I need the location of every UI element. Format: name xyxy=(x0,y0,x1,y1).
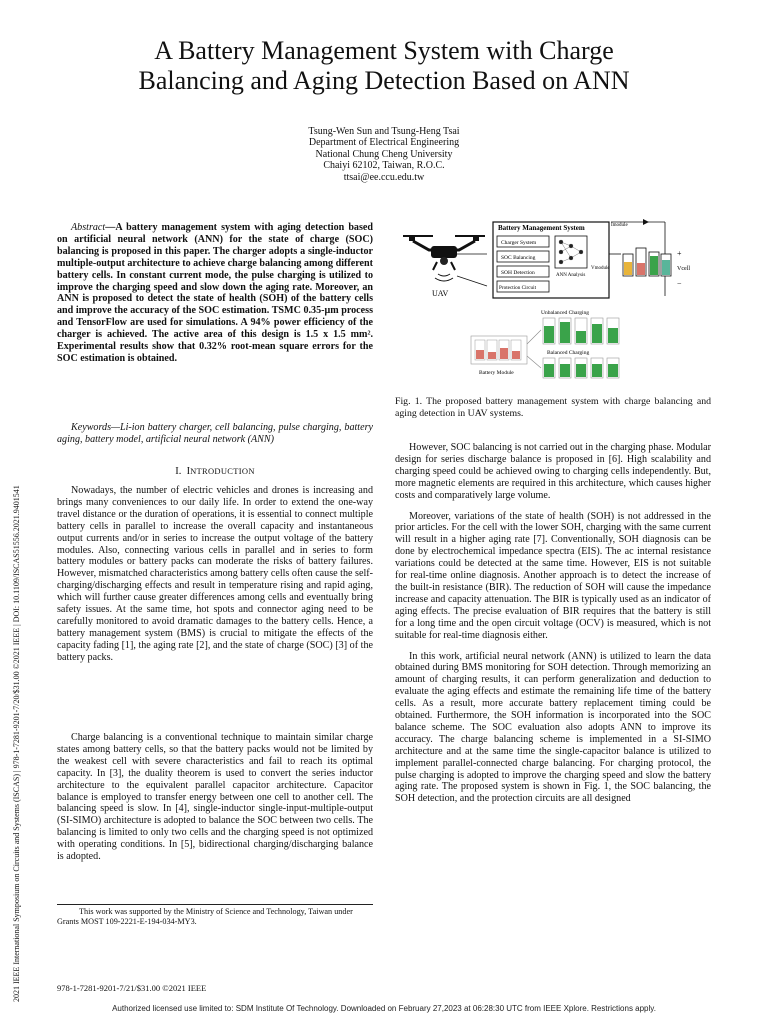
soh-detection-label: SOH Detection xyxy=(501,270,535,276)
minus-sign: − xyxy=(677,279,682,288)
abstract-lead: Abstract xyxy=(71,222,106,233)
title-line-1: A Battery Management System with Charge xyxy=(154,36,614,65)
introduction-paragraph-1 xyxy=(57,485,373,666)
drone-icon xyxy=(403,236,485,298)
author-names: Tsung-Wen Sun and Tsung-Heng Tsai xyxy=(308,126,460,137)
soc-balancing-label: SOC Balancing xyxy=(501,255,536,261)
abstract-text: —A battery management system with aging detection based on artificial neural network (ANN) for the state of charge (SOC) balancing is proposed in this paper. The charger adopts a single-inductor multiple-output architecture to achieve charge balancing among different battery cells. In constant current mode, the pulse charging is utilized to improve the charging speed and slow down the aging rate. Moreover, an ANN is proposed to detect the state of health (SOH) of the battery cells and improve the accuracy of the SOC estimation. TSMC 0.35-μm process and TensorFlow are used for simulations. A 94% power efficiency of the charger is achieved. The active area of this design is 1.5 x 1.5 mm². Experimental results show that 0.32% root-mean square errors for the SOC estimation is obtained. xyxy=(57,222,373,364)
section-title-first: I xyxy=(186,466,191,477)
section-heading-introduction xyxy=(57,466,373,477)
unbalanced-charging-label: Unbalanced Charging xyxy=(541,310,590,316)
keywords-text: Keywords—Li-ion battery charger, cell balancing, pulse charging, battery aging, battery model, artificial neural network (ANN) xyxy=(57,422,373,445)
author-department: Department of Electrical Engineering xyxy=(308,137,460,149)
author-address: Chaiyi 62102, Taiwan, R.O.C. xyxy=(323,160,445,172)
copyright-line: 978-1-7281-9201-7/21/$31.00 ©2021 IEEE xyxy=(57,983,207,993)
v-cell-label: Vcell xyxy=(677,266,690,272)
title-line-2: Balancing and Aging Detection Based on ANN xyxy=(138,66,630,95)
footnote: This work was supported by the Ministry of Science and Technology, Taiwan under Grants MOST 109-2221-E-194-034-MY3. xyxy=(57,907,353,926)
charger-system-label: Charger System xyxy=(501,240,537,246)
author-university: National Chung Cheng University xyxy=(315,148,453,160)
abstract xyxy=(57,222,373,367)
doi-sidebar: 2021 IEEE International Symposium on Circuits and Systems (ISCAS) | 978-1-7281-9201-7/20/$31.00 ©2021 IEEE | DOI: 10.1109/ISCAS51556.2021.9401541 xyxy=(12,485,21,1002)
balanced-cells xyxy=(543,358,619,378)
unbalanced-cells xyxy=(543,318,619,344)
section-number: I. xyxy=(175,466,182,477)
footnote-divider xyxy=(57,904,373,905)
intro-p2-text: Charge balancing is a conventional technique to maintain similar charge states among battery cells, so that the battery packs would not be limited by the weakest cell with severe characteristics and fail to reach its optimal capacity. In [3], the duality theorem is used to convert the series inductor architecture to the equivalent parallel capacitor architecture. Capacitor balance is employed to transfer energy between one cell to another cell. The balancing speed is slow. In [4], single-inductor single-input-multiple-output (SI-SIMO) architecture is adopted to balance the SOC between two cells. The balancing is limited to only two cells and the charging speed is not optimized with operating conditions. In [5], bidirectional charging/discharging balance is adopted. xyxy=(57,732,373,863)
section-title-rest: NTRODUCTION xyxy=(190,466,255,476)
author-email[interactable]: ttsai@ee.ccu.edu.tw xyxy=(343,171,425,183)
battery-cells-icon xyxy=(623,248,671,276)
battery-module-label: Battery Module xyxy=(479,370,514,376)
figure-1-caption: Fig. 1. The proposed battery management system with charge balancing and aging detection in UAV systems. xyxy=(395,396,711,419)
uav-label: UAV xyxy=(432,289,449,298)
right-column-text xyxy=(395,442,711,807)
bms-title: Battery Management System xyxy=(498,224,585,232)
v-module-label: Vmodule xyxy=(591,266,610,271)
paper-title xyxy=(0,36,768,96)
battery-module-icon xyxy=(471,336,527,364)
authorized-use-notice: Authorized licensed use limited to: SDM Institute Of Technology. Downloaded on February 27,2023 at 06:28:30 UTC from IEEE Xplore. Restrictions apply. xyxy=(112,1004,656,1013)
right-p2: Moreover, variations of the state of health (SOH) is not addressed in the prior articles. For the cell with the lower SOH, charging with the same current will result in a higher aging rate [7]. Conventionally, SOH diagnosis can be done by electrochemical impedance spectra (EIS). The ac internal resistance variations could be detected at the same time. However, EIS is not suitable for real-time online diagnosis. Another approach is to detect the increase of the built-in resistance (BIR). The reduction of SOH will cause the impedance increase and capacity attenuation. The BIR is typically used as an indicator of aging effects. The precise evaluation of BIR requires that the battery is still for a long time and the open circuit voltage (OCV) is measured, which is not suitable for real-time diagnosis either. xyxy=(395,510,711,641)
ann-analysis-label: ANN Analysis xyxy=(556,273,586,278)
right-p1: However, SOC balancing is not carried out in the charging phase. Modular design for series discharge balance is proposed in [6]. High scalability and charging speed could be achieved owing to charging cells independently. But, more magnetic elements are required in this architecture, which causes higher costs and comparatively large volume. xyxy=(395,442,711,501)
plus-sign: + xyxy=(677,249,682,258)
intro-p1-text: Nowadays, the number of electric vehicles and drones is increasing and brings many conveniences to our daily life. In order to extend the one-way travel distance or the duration of operations, it is essential to connect multiple battery cells in parallel to increase the overall capacity and instantaneous output currents and/or in series to increase the output voltage of the battery modules. Also, connecting various cells in parallel and in series to form battery modules or battery packs can moderate the risks of battery failures. However, mismatched characteristics among battery cells often cause the self-charging/discharging effects and result in temperature rising and rapid aging, which will further cause greater differences among cells and eventually bring safety issues. At the same time, hot spots and connector aging need to be carefully monitored to avoid dramatic damages to the battery cells. Hence, a battery management system (BMS) is crucial to mitigate the effects of the capacity fading [1], the aging rate [2], and the state of charge (SOC) [3] of the battery packs. xyxy=(57,485,373,663)
keywords xyxy=(57,422,373,448)
figure-1-bms-diagram xyxy=(395,214,711,384)
i-module-label: Imodule xyxy=(611,223,628,228)
author-block xyxy=(0,126,768,183)
protection-circuit-label: Protection Circuit xyxy=(499,285,537,291)
right-p3: In this work, artificial neural network (ANN) is utilized to learn the data obtained during BMS monitoring for SOH detection. Through memorizing an amount of charging results, it can perform generalization and deduction to evaluate the aging effects and estimate the remaining life time of the battery cells. As a result, more accurate battery replacement timing could be obtained. Furthermore, the SOH information is incorporated into the SOC balance scheme. The SOC evaluation also adopts ANN to improve its accuracy. The charge balancing scheme is implemented in a SI-SIMO architecture and at the same time the single-capacitor balance is utilized to implement parallel-connected charge balancing. For charging protocol, the pulse charging is adopted to improve the charging speed and slow the battery aging rate. The proposed system is shown in Fig. 1, the SOC balancing, the SOH detection, and the protection circuits are all designed xyxy=(395,650,711,805)
introduction-paragraph-2 xyxy=(57,732,373,865)
balanced-charging-label: Balanced Charging xyxy=(547,350,590,356)
